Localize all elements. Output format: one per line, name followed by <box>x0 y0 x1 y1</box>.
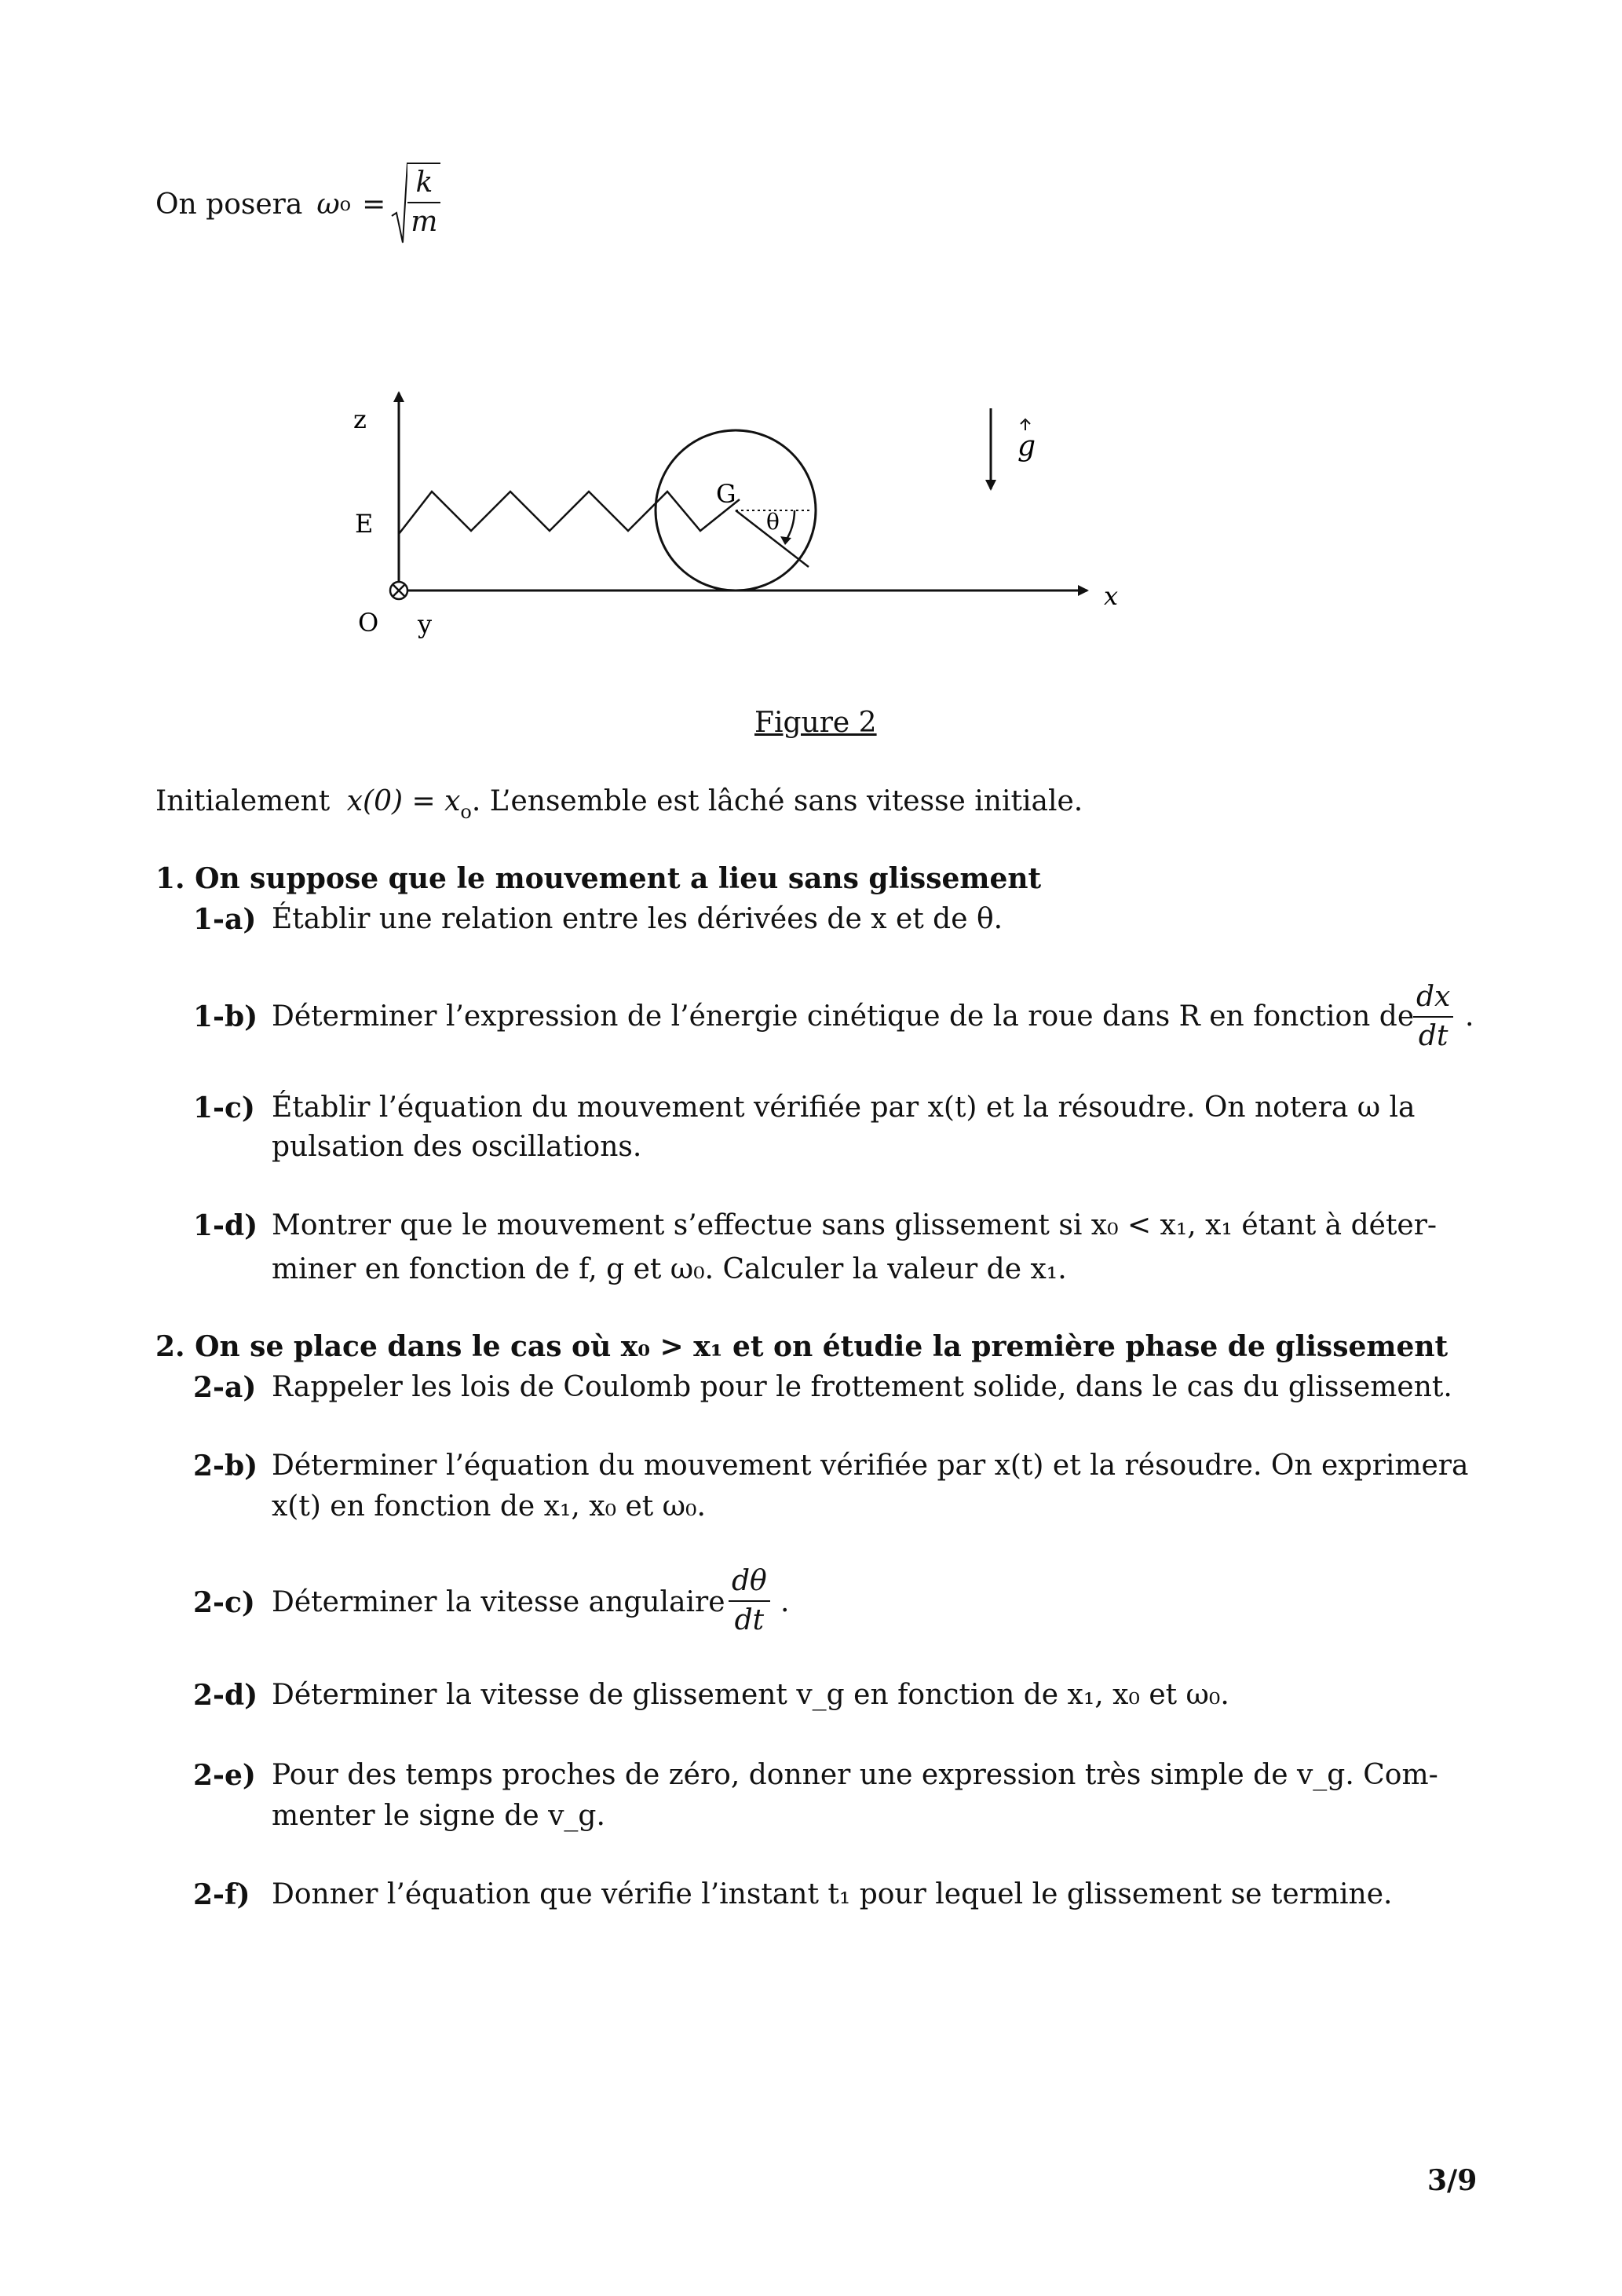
origin-marker <box>390 582 407 599</box>
figure-2-diagram <box>0 0 1622 675</box>
q1b-fraction <box>1413 978 1453 1055</box>
label-g-vector: g <box>1017 430 1036 462</box>
q1b-num: dx <box>1413 978 1453 1018</box>
q1c-label: 1-c) <box>193 1091 255 1124</box>
equals-sign: = <box>362 188 386 221</box>
q2f-label: 2-f) <box>193 1878 250 1911</box>
q2c-text: Déterminer la vitesse angulaire <box>272 1586 725 1618</box>
omega-sub: o <box>339 193 352 215</box>
theta-arc <box>785 510 795 542</box>
label-y: y <box>418 609 433 639</box>
q2c-num: dθ <box>729 1563 770 1602</box>
q2c-den: dt <box>734 1604 765 1636</box>
q2e-text-1: Pour des temps proches de zéro, donner une expression très simple de v_g. Com- <box>272 1759 1438 1791</box>
q1b-den: dt <box>1418 1020 1448 1052</box>
spring <box>399 492 740 534</box>
q1b-label: 1-b) <box>193 1000 258 1033</box>
q2c-period: . <box>780 1586 790 1618</box>
q2d-text: Déterminer la vitesse de glissement v_g en fonction de x₁, x₀ et ω₀. <box>272 1679 1229 1711</box>
initial-text-1: Initialement <box>155 785 331 817</box>
initial-x0: x(0) = x <box>346 785 461 817</box>
q2c-fraction <box>729 1563 770 1640</box>
q1d-label: 1-d) <box>193 1209 258 1242</box>
initial-condition <box>155 785 1083 823</box>
q1a-text: Établir une relation entre les dérivées de x et de θ. <box>272 903 1003 935</box>
q2c-label: 2-c) <box>193 1586 255 1619</box>
label-g-center: G <box>716 479 736 509</box>
intro-prefix: On posera <box>155 188 303 221</box>
label-x: x <box>1104 581 1119 611</box>
q2e-label: 2-e) <box>193 1759 256 1792</box>
part1-title: 1. On suppose que le mouvement a lieu sans glissement <box>155 862 1042 895</box>
q1c-text-2: pulsation des oscillations. <box>272 1131 642 1163</box>
k-numerator: k <box>407 164 440 203</box>
label-e: E <box>355 509 374 539</box>
q2b-label: 2-b) <box>193 1450 258 1483</box>
m-denominator: m <box>411 206 438 238</box>
q1d-text-1: Montrer que le mouvement s’effectue sans glissement si x₀ < x₁, x₁ étant à déter- <box>272 1209 1438 1241</box>
label-theta: θ <box>766 509 780 535</box>
omega-symbol: ω <box>316 188 340 221</box>
q1b-period: . <box>1465 1000 1474 1033</box>
q2b-text-2: x(t) en fonction de x₁, x₀ et ω₀. <box>272 1490 706 1523</box>
q2d-label: 2-d) <box>193 1679 258 1712</box>
figure-caption: Figure 2 <box>754 707 877 739</box>
q2a-text: Rappeler les lois de Coulomb pour le frottement solide, dans le cas du glissement. <box>272 1371 1452 1403</box>
initial-x0-sub: o <box>460 801 472 823</box>
q2e-text-2: menter le signe de v_g. <box>272 1800 605 1832</box>
q2a-label: 2-a) <box>193 1371 257 1404</box>
q1b-text: Déterminer l’expression de l’énergie cinétique de la roue dans R en fonction de <box>272 1000 1415 1033</box>
q1d-text-2: miner en fonction de f, g et ω₀. Calculer la valeur de x₁. <box>272 1253 1067 1285</box>
q1c-text-1: Établir l’équation du mouvement vérifiée par x(t) et la résoudre. On notera ω la <box>272 1091 1416 1124</box>
part2-title: 2. On se place dans le cas où x₀ > x₁ et on étudie la première phase de glissement <box>155 1330 1448 1363</box>
q1a-label: 1-a) <box>193 903 257 936</box>
q2b-text-1: Déterminer l’équation du mouvement vérifiée par x(t) et la résoudre. On exprimera <box>272 1450 1469 1482</box>
label-o: O <box>358 608 379 638</box>
q2f-text: Donner l’équation que vérifie l’instant t₁ pour lequel le glissement se termine. <box>272 1878 1393 1910</box>
page-number: 3/9 <box>1427 2164 1478 2197</box>
label-z: z <box>353 404 367 434</box>
initial-text-2: . L’ensemble est lâché sans vitesse initiale. <box>471 785 1083 817</box>
